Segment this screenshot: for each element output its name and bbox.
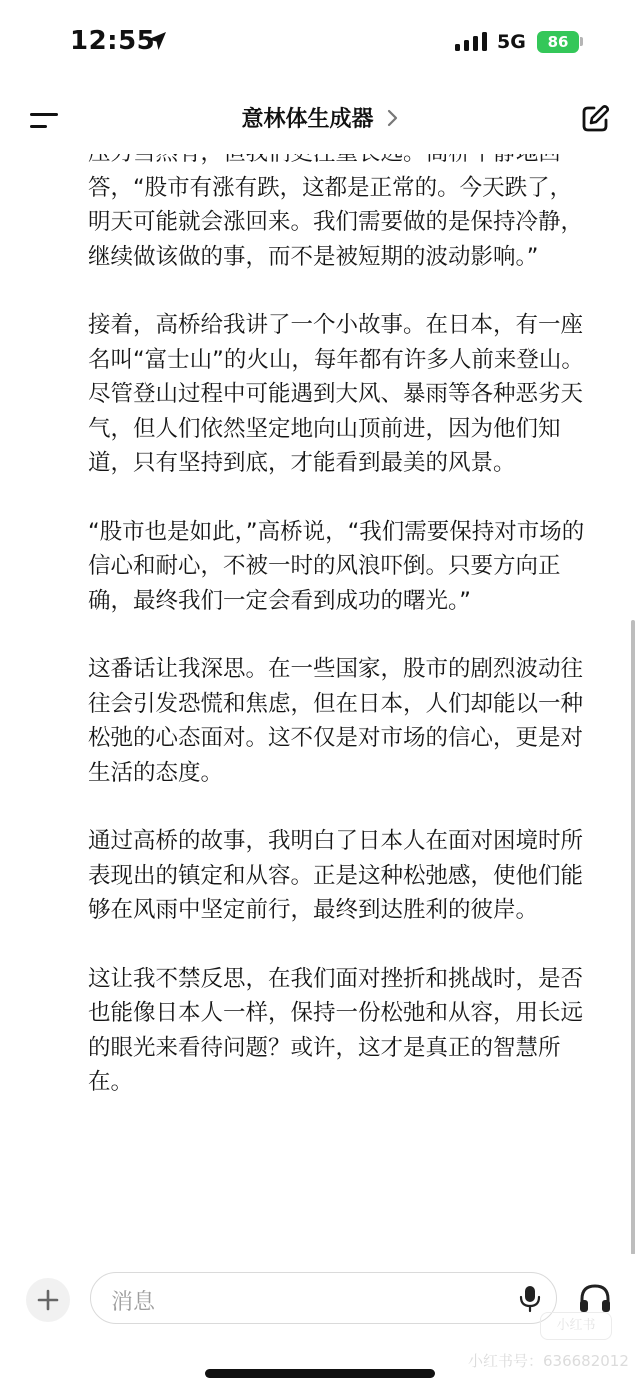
message-input[interactable] [90,1272,557,1324]
battery-cap [580,37,583,46]
watermark-logo: 小红书 [540,1312,612,1340]
microphone-icon[interactable] [519,1285,541,1313]
message-placeholder: 消息 [111,1290,156,1315]
edit-pencil-icon[interactable] [580,104,610,134]
paragraph: 答，“股市有涨有跌，这都是正常的。今天跌了，明天可能就会涨回来。我们需要做的是保持冷静，继续做该做的事，而不是被短期的波动影响。” [88,174,584,270]
headphones-icon[interactable] [578,1282,612,1316]
nav-title-group[interactable] [0,102,640,133]
nav-bar [0,88,640,154]
paragraph: 这番话让我深思。在一些国家，股市的剧烈波动往往会引发恐慌和焦虑，但在日本，人们却能以一种松弛的心态面对。这不仅是对市场的信心，更是对生活的态度。 [88,656,584,786]
composer-bar [0,1254,640,1387]
status-bar [0,0,640,88]
scrollbar[interactable] [631,620,635,1255]
plus-icon [26,1278,70,1322]
article-body [88,136,586,1134]
network-type: 5G [497,31,526,53]
paragraph: “股市也是如此，”高桥说，“我们需要保持对市场的信心和耐心，不被一时的风浪吓倒。只要方向正确，最终我们一定会看到成功的曙光。” [88,518,585,614]
home-indicator[interactable] [205,1369,435,1378]
chevron-right-icon [385,109,399,127]
signal-bars-icon [454,32,490,52]
paragraph: 通过高桥的故事，我明白了日本人在面对困境时所表现出的镇定和从容。正是这种松弛感，使他们能够在风雨中坚定前行，最终到达胜利的彼岸。 [88,828,584,923]
add-attachment-button[interactable] [26,1278,70,1322]
paragraph: 接着，高桥给我讲了一个小故事。在日本，有一座名叫“富士山”的火山，每年都有许多人前来登山。尽管登山过程中可能遇到大风、暴雨等各种恶劣天气，但人们依然坚定地向山顶前进，因为他们知道，只有坚持到底，才能看到最美的风景。 [88,312,584,476]
watermark-text: 小红书号：636682012 [468,1352,629,1370]
chat-content[interactable] [0,154,640,1254]
battery-indicator: 86 [537,31,579,53]
status-time: 12:55 [70,26,156,56]
page-title[interactable]: 意林体生成器 [241,107,374,132]
location-arrow-icon [146,30,168,52]
paragraph: 这让我不禁反思，在我们面对挫折和挑战时，是否也能像日本人一样，保持一份松弛和从容，用长远的眼光来看待问题？或许，这才是真正的智慧所在。 [88,965,584,1095]
